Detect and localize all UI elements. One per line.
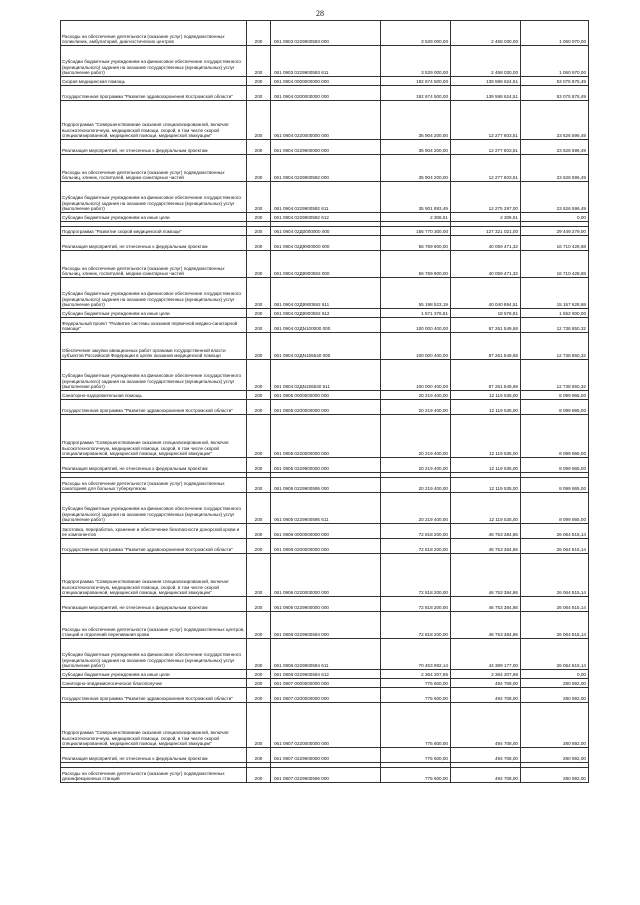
- executed-amount-cell: 12 277 603,51: [451, 101, 521, 140]
- unexecuted-amount-cell: 12 738 850,32: [521, 333, 589, 360]
- unexecuted-amount-cell: 53 075 875,49: [521, 86, 589, 101]
- table-row: [61, 554, 589, 597]
- table-row: [61, 101, 589, 140]
- table-row: [61, 524, 589, 539]
- unexecuted-amount-cell: 1 060 970,00: [521, 21, 589, 46]
- executed-amount-cell: 18 576,81: [451, 309, 521, 318]
- table-body: [61, 21, 589, 783]
- table-row: [61, 309, 589, 318]
- budget-classification-code-cell: 061 0905 0220000000 000: [271, 415, 381, 458]
- executed-amount-cell: 127 321 021,00: [451, 227, 521, 236]
- expense-name-cell: Санитарно-эпидемиологическое благополучие: [61, 679, 247, 688]
- table-row: [61, 227, 589, 236]
- executed-amount-cell: 494 708,00: [451, 688, 521, 703]
- expense-name-cell: Субсидии бюджетным учреждениям на иные цели: [61, 309, 247, 318]
- expense-name-cell: Расходы на обеспечение деятельности (оказание услуг) подведомственных центров, станций и отделений переливания крови: [61, 612, 247, 639]
- approved-amount-cell: 2 306,51: [381, 213, 451, 222]
- executed-amount-cell: 2 468 030,00: [451, 46, 521, 77]
- budget-classification-code-cell: 061 0904 0229900592 611: [271, 182, 381, 213]
- executed-amount-cell: 46 753 384,86: [451, 524, 521, 539]
- expense-name-cell: Государственная программа "Развитие здравоохранения Костромской области": [61, 86, 247, 101]
- approved-amount-cell: 2 364 207,86: [381, 670, 451, 679]
- table-row: [61, 333, 589, 360]
- budget-classification-code-cell: 061 0907 0000000000 000: [271, 679, 381, 688]
- expense-name-cell: Субсидии бюджетным учреждениям на финансовое обеспечение государственного (муниципального) задания на оказание государственных (муниципальных) услуг (выполнение работ): [61, 360, 247, 391]
- executed-amount-cell: 12 119 535,00: [451, 400, 521, 415]
- executed-amount-cell: 2 364 207,86: [451, 670, 521, 679]
- unexecuted-amount-cell: 280 892,00: [521, 679, 589, 688]
- approved-amount-cell: 20 219 400,00: [381, 458, 451, 473]
- expense-name-cell: Подпрограмма "Развитие скорой медицинской помощи": [61, 227, 247, 236]
- executed-amount-cell: 44 389 177,00: [451, 639, 521, 670]
- budget-classification-code-cell: 061 0907 0229900000 000: [271, 748, 381, 763]
- executed-amount-cell: 87 261 549,68: [451, 318, 521, 333]
- approved-amount-cell: 72 818 200,00: [381, 597, 451, 612]
- line-code-cell: 200: [247, 309, 271, 318]
- executed-amount-cell: 494 708,00: [451, 768, 521, 783]
- line-code-cell: 200: [247, 524, 271, 539]
- expense-name-cell: Расходы на обеспечение деятельности (оказание услуг) подведомственных поликлиник, амбулаторий, диагностических центров: [61, 21, 247, 46]
- approved-amount-cell: 35 904 200,00: [381, 140, 451, 155]
- approved-amount-cell: 70 453 992,14: [381, 639, 451, 670]
- unexecuted-amount-cell: 1 552 800,00: [521, 309, 589, 318]
- line-code-cell: 200: [247, 554, 271, 597]
- executed-amount-cell: 2 468 030,00: [451, 21, 521, 46]
- unexecuted-amount-cell: 26 064 815,14: [521, 597, 589, 612]
- table-row: [61, 415, 589, 458]
- unexecuted-amount-cell: 12 738 850,32: [521, 318, 589, 333]
- approved-amount-cell: 156 770 300,00: [381, 227, 451, 236]
- unexecuted-amount-cell: 16 710 428,68: [521, 236, 589, 251]
- line-code-cell: 200: [247, 360, 271, 391]
- executed-amount-cell: 87 261 549,68: [451, 360, 521, 391]
- line-code-cell: 200: [247, 278, 271, 309]
- table-row: [61, 597, 589, 612]
- budget-classification-code-cell: 061 0906 0200000000 000: [271, 539, 381, 554]
- unexecuted-amount-cell: 26 064 815,14: [521, 524, 589, 539]
- line-code-cell: 200: [247, 86, 271, 101]
- unexecuted-amount-cell: 26 064 815,14: [521, 612, 589, 639]
- approved-amount-cell: 1 571 376,81: [381, 309, 451, 318]
- approved-amount-cell: 775 600,00: [381, 768, 451, 783]
- budget-classification-code-cell: 061 0905 0200000000 000: [271, 400, 381, 415]
- table-row: [61, 77, 589, 86]
- line-code-cell: 200: [247, 688, 271, 703]
- line-code-cell: 200: [247, 318, 271, 333]
- unexecuted-amount-cell: 280 892,00: [521, 688, 589, 703]
- executed-amount-cell: 87 261 549,68: [451, 333, 521, 360]
- approved-amount-cell: 775 600,00: [381, 703, 451, 748]
- line-code-cell: 200: [247, 478, 271, 493]
- table-row: [61, 236, 589, 251]
- budget-classification-code-cell: 061 0907 0229900596 000: [271, 768, 381, 783]
- unexecuted-amount-cell: 15 157 628,68: [521, 278, 589, 309]
- expense-name-cell: Субсидии бюджетным учреждениям на финансовое обеспечение государственного (муниципального) задания на оказание государственных (муниципальных) услуг (выполнение работ): [61, 639, 247, 670]
- line-code-cell: 200: [247, 597, 271, 612]
- approved-amount-cell: 72 818 200,00: [381, 612, 451, 639]
- line-code-cell: 200: [247, 612, 271, 639]
- expense-name-cell: Государственная программа "Развитие здравоохранения Костромской области": [61, 688, 247, 703]
- expense-name-cell: Реализация мероприятий, не отнесенных к федеральным проектам: [61, 458, 247, 473]
- table-row: [61, 768, 589, 783]
- executed-amount-cell: 2 306,51: [451, 213, 521, 222]
- table-row: [61, 86, 589, 101]
- line-code-cell: 200: [247, 391, 271, 400]
- page-number: 28: [316, 9, 324, 18]
- line-code-cell: 200: [247, 21, 271, 46]
- table-row: [61, 213, 589, 222]
- approved-amount-cell: 775 600,00: [381, 679, 451, 688]
- executed-amount-cell: 40 040 894,51: [451, 278, 521, 309]
- approved-amount-cell: 72 818 200,00: [381, 539, 451, 554]
- expense-name-cell: Расходы на обеспечение деятельности (оказание услуг) подведомственных больниц, клиник, госпиталей, медико-санитарных частей: [61, 155, 247, 182]
- expense-name-cell: Субсидии бюджетным учреждениям на финансовое обеспечение государственного (муниципального) задания на оказание государственных (муниципальных) услуг (выполнение работ): [61, 182, 247, 213]
- budget-execution-table: [60, 20, 589, 783]
- approved-amount-cell: 20 219 400,00: [381, 478, 451, 493]
- unexecuted-amount-cell: 8 099 865,00: [521, 400, 589, 415]
- budget-classification-code-cell: 061 0906 0229900000 000: [271, 597, 381, 612]
- expense-name-cell: Подпрограмма "Совершенствование оказания специализированной, включая высокотехнологичную, медицинской помощи, скорой, в том числе скорой специализированной, медицинской помощи, медицинской эвакуации": [61, 415, 247, 458]
- expense-name-cell: Субсидии бюджетным учреждениям на финансовое обеспечение государственного (муниципального) задания на оказание государственных (муниципальных) услуг (выполнение работ): [61, 46, 247, 77]
- budget-classification-code-cell: 061 0904 0229900000 000: [271, 140, 381, 155]
- line-code-cell: 200: [247, 679, 271, 688]
- executed-amount-cell: 12 119 535,00: [451, 391, 521, 400]
- budget-classification-code-cell: 061 0904 02Д9900000 000: [271, 236, 381, 251]
- expense-name-cell: Реализация мероприятий, не отнесенных к федеральным проектам: [61, 236, 247, 251]
- expense-name-cell: Реализация мероприятий, не отнесенных к федеральным проектам: [61, 140, 247, 155]
- table-row: [61, 46, 589, 77]
- expense-name-cell: Расходы на обеспечение деятельности (оказание услуг) подведомственных больниц, клиник, госпиталей, медико-санитарных частей: [61, 251, 247, 278]
- table-row: [61, 140, 589, 155]
- expense-name-cell: Расходы на обеспечение деятельности (оказание услуг) подведомственных дезинфекционных станций: [61, 768, 247, 783]
- unexecuted-amount-cell: 16 710 428,68: [521, 251, 589, 278]
- approved-amount-cell: 56 769 900,00: [381, 236, 451, 251]
- line-code-cell: 200: [247, 539, 271, 554]
- budget-classification-code-cell: 061 0904 02ДN155540 611: [271, 360, 381, 391]
- line-code-cell: 200: [247, 493, 271, 524]
- budget-classification-code-cell: 061 0904 02Д9900592 000: [271, 251, 381, 278]
- table-row: [61, 688, 589, 703]
- table-row: [61, 278, 589, 309]
- approved-amount-cell: 35 904 200,00: [381, 155, 451, 182]
- expense-name-cell: Субсидии бюджетным учреждениям на финансовое обеспечение государственного (муниципального) задания на оказание государственных (муниципальных) услуг (выполнение работ): [61, 278, 247, 309]
- approved-amount-cell: 100 000 400,00: [381, 333, 451, 360]
- table-row: [61, 400, 589, 415]
- executed-amount-cell: 139 598 624,51: [451, 86, 521, 101]
- approved-amount-cell: 56 769 900,00: [381, 251, 451, 278]
- unexecuted-amount-cell: 26 064 815,14: [521, 539, 589, 554]
- line-code-cell: 200: [247, 415, 271, 458]
- approved-amount-cell: 775 600,00: [381, 748, 451, 763]
- budget-classification-code-cell: 061 0904 02ДN155540 000: [271, 333, 381, 360]
- table-row: [61, 679, 589, 688]
- expense-name-cell: Санаторно-оздоровительная помощь: [61, 391, 247, 400]
- budget-classification-code-cell: 061 0904 02Д9900592 611: [271, 278, 381, 309]
- unexecuted-amount-cell: 29 449 279,00: [521, 227, 589, 236]
- expense-name-cell: Государственная программа "Развитие здравоохранения Костромской области": [61, 400, 247, 415]
- line-code-cell: 200: [247, 77, 271, 86]
- unexecuted-amount-cell: 8 099 865,00: [521, 478, 589, 493]
- table-row: [61, 155, 589, 182]
- approved-amount-cell: 20 219 400,00: [381, 400, 451, 415]
- table-row: [61, 703, 589, 748]
- table-row: [61, 539, 589, 554]
- budget-classification-code-cell: 061 0905 0000000000 000: [271, 391, 381, 400]
- line-code-cell: 200: [247, 670, 271, 679]
- unexecuted-amount-cell: 0,00: [521, 670, 589, 679]
- budget-classification-code-cell: 061 0905 0229900595 611: [271, 493, 381, 524]
- table-row: [61, 318, 589, 333]
- expense-name-cell: Заготовка, переработка, хранение и обеспечение безопасности донорской крови и ее компонентов: [61, 524, 247, 539]
- executed-amount-cell: 12 275 297,00: [451, 182, 521, 213]
- budget-classification-code-cell: 061 0906 0000000000 000: [271, 524, 381, 539]
- expense-name-cell: Расходы на обеспечение деятельности (оказание услуг) подведомственных санаториев для больных туберкулезом: [61, 478, 247, 493]
- unexecuted-amount-cell: 8 099 865,00: [521, 391, 589, 400]
- unexecuted-amount-cell: 26 064 815,14: [521, 554, 589, 597]
- table-row: [61, 391, 589, 400]
- approved-amount-cell: 35 901 893,49: [381, 182, 451, 213]
- executed-amount-cell: 12 119 535,00: [451, 478, 521, 493]
- table-row: [61, 748, 589, 763]
- line-code-cell: 200: [247, 748, 271, 763]
- unexecuted-amount-cell: 280 892,00: [521, 703, 589, 748]
- expense-name-cell: Подпрограмма "Совершенствование оказания специализированной, включая высокотехнологичную, медицинской помощи, скорой, в том числе скорой специализированной, медицинской помощи, медицинской эвакуации": [61, 101, 247, 140]
- line-code-cell: 200: [247, 639, 271, 670]
- table-row: [61, 251, 589, 278]
- executed-amount-cell: 12 277 603,51: [451, 140, 521, 155]
- line-code-cell: 200: [247, 227, 271, 236]
- executed-amount-cell: 40 059 471,32: [451, 251, 521, 278]
- executed-amount-cell: 46 753 384,86: [451, 597, 521, 612]
- line-code-cell: 200: [247, 768, 271, 783]
- line-code-cell: 200: [247, 155, 271, 182]
- line-code-cell: 200: [247, 46, 271, 77]
- executed-amount-cell: 139 598 624,51: [451, 77, 521, 86]
- unexecuted-amount-cell: 0,00: [521, 213, 589, 222]
- budget-classification-code-cell: 061 0904 0200000000 000: [271, 86, 381, 101]
- line-code-cell: 200: [247, 703, 271, 748]
- line-code-cell: 200: [247, 182, 271, 213]
- line-code-cell: 200: [247, 101, 271, 140]
- approved-amount-cell: 55 198 523,19: [381, 278, 451, 309]
- expense-name-cell: Обеспечение закупки авиационных работ органами государственной власти субъектов Российской Федерации в целях оказания медицинской помощи: [61, 333, 247, 360]
- approved-amount-cell: 192 674 500,00: [381, 77, 451, 86]
- table-row: [61, 182, 589, 213]
- expense-name-cell: Скорая медицинская помощь: [61, 77, 247, 86]
- approved-amount-cell: 72 818 200,00: [381, 554, 451, 597]
- unexecuted-amount-cell: 23 626 596,49: [521, 101, 589, 140]
- approved-amount-cell: 20 219 400,00: [381, 415, 451, 458]
- budget-classification-code-cell: 061 0906 0229900594 611: [271, 639, 381, 670]
- unexecuted-amount-cell: 280 892,00: [521, 748, 589, 763]
- approved-amount-cell: 20 219 400,00: [381, 493, 451, 524]
- unexecuted-amount-cell: 280 892,00: [521, 768, 589, 783]
- executed-amount-cell: 494 708,00: [451, 679, 521, 688]
- line-code-cell: 200: [247, 251, 271, 278]
- unexecuted-amount-cell: 23 626 596,49: [521, 182, 589, 213]
- budget-classification-code-cell: 061 0904 02Д9900592 612: [271, 309, 381, 318]
- line-code-cell: 200: [247, 213, 271, 222]
- approved-amount-cell: 192 674 500,00: [381, 86, 451, 101]
- table-row: [61, 360, 589, 391]
- approved-amount-cell: 100 000 400,00: [381, 360, 451, 391]
- executed-amount-cell: 12 277 603,51: [451, 155, 521, 182]
- line-code-cell: 200: [247, 140, 271, 155]
- line-code-cell: 200: [247, 333, 271, 360]
- expense-name-cell: Реализация мероприятий, не отнесенных к федеральным проектам: [61, 597, 247, 612]
- budget-classification-code-cell: 061 0906 0229900594 000: [271, 612, 381, 639]
- approved-amount-cell: 775 600,00: [381, 688, 451, 703]
- expense-name-cell: Реализация мероприятий, не отнесенных к федеральным проектам: [61, 748, 247, 763]
- budget-classification-code-cell: 061 0907 0220000000 000: [271, 703, 381, 748]
- table-row: [61, 21, 589, 46]
- approved-amount-cell: 35 904 200,00: [381, 101, 451, 140]
- unexecuted-amount-cell: 12 738 850,32: [521, 360, 589, 391]
- approved-amount-cell: 20 219 400,00: [381, 391, 451, 400]
- unexecuted-amount-cell: 26 064 815,14: [521, 639, 589, 670]
- expense-name-cell: Подпрограмма "Совершенствование оказания специализированной, включая высокотехнологичную, медицинской помощи, скорой, в том числе скорой специализированной, медицинской помощи, медицинской эвакуации": [61, 703, 247, 748]
- budget-classification-code-cell: 061 0903 0229900593 000: [271, 21, 381, 46]
- executed-amount-cell: 46 753 384,86: [451, 554, 521, 597]
- table-row: [61, 639, 589, 670]
- expense-name-cell: Федеральный проект "Развитие системы оказания первичной медико-санитарной помощи": [61, 318, 247, 333]
- executed-amount-cell: 46 753 384,86: [451, 539, 521, 554]
- budget-classification-code-cell: 061 0903 0229900593 611: [271, 46, 381, 77]
- budget-classification-code-cell: 061 0906 0229900594 612: [271, 670, 381, 679]
- table-row: [61, 458, 589, 473]
- unexecuted-amount-cell: 8 099 865,00: [521, 415, 589, 458]
- unexecuted-amount-cell: 8 099 865,00: [521, 493, 589, 524]
- table-row: [61, 493, 589, 524]
- expense-name-cell: Субсидии бюджетным учреждениям на иные цели: [61, 670, 247, 679]
- unexecuted-amount-cell: 23 626 596,49: [521, 140, 589, 155]
- expense-name-cell: Государственная программа "Развитие здравоохранения Костромской области": [61, 539, 247, 554]
- line-code-cell: 200: [247, 400, 271, 415]
- executed-amount-cell: 40 059 471,32: [451, 236, 521, 251]
- table-row: [61, 612, 589, 639]
- budget-classification-code-cell: 061 0904 02ДN100000 000: [271, 318, 381, 333]
- budget-classification-code-cell: 061 0905 0229900595 000: [271, 478, 381, 493]
- unexecuted-amount-cell: 53 075 875,49: [521, 77, 589, 86]
- unexecuted-amount-cell: 1 060 970,00: [521, 46, 589, 77]
- budget-classification-code-cell: 061 0904 0229900592 000: [271, 155, 381, 182]
- executed-amount-cell: 12 119 535,00: [451, 458, 521, 473]
- executed-amount-cell: 494 708,00: [451, 748, 521, 763]
- approved-amount-cell: 3 529 000,00: [381, 46, 451, 77]
- expense-name-cell: Субсидии бюджетным учреждениям на финансовое обеспечение государственного (муниципального) задания на оказание государственных (муниципальных) услуг (выполнение работ): [61, 493, 247, 524]
- executed-amount-cell: 46 753 384,86: [451, 612, 521, 639]
- unexecuted-amount-cell: 8 099 865,00: [521, 458, 589, 473]
- unexecuted-amount-cell: 23 626 596,49: [521, 155, 589, 182]
- budget-classification-code-cell: 061 0906 0220000000 000: [271, 554, 381, 597]
- approved-amount-cell: 100 000 400,00: [381, 318, 451, 333]
- executed-amount-cell: 494 708,00: [451, 703, 521, 748]
- line-code-cell: 200: [247, 236, 271, 251]
- table-row: [61, 670, 589, 679]
- expense-name-cell: Подпрограмма "Совершенствование оказания специализированной, включая высокотехнологичную, медицинской помощи, скорой, в том числе скорой специализированной, медицинской помощи, медицинской эвакуации": [61, 554, 247, 597]
- approved-amount-cell: 3 529 000,00: [381, 21, 451, 46]
- budget-classification-code-cell: 061 0904 02Д0000000 000: [271, 227, 381, 236]
- table-row: [61, 478, 589, 493]
- budget-classification-code-cell: 061 0904 0220000000 000: [271, 101, 381, 140]
- budget-classification-code-cell: 061 0907 0200000000 000: [271, 688, 381, 703]
- expense-name-cell: Субсидии бюджетным учреждениям на иные цели: [61, 213, 247, 222]
- budget-classification-code-cell: 061 0904 0229900592 612: [271, 213, 381, 222]
- executed-amount-cell: 12 119 535,00: [451, 493, 521, 524]
- executed-amount-cell: 12 119 535,00: [451, 415, 521, 458]
- budget-classification-code-cell: 061 0905 0229900000 000: [271, 458, 381, 473]
- budget-classification-code-cell: 061 0904 0000000000 000: [271, 77, 381, 86]
- approved-amount-cell: 72 818 200,00: [381, 524, 451, 539]
- line-code-cell: 200: [247, 458, 271, 473]
